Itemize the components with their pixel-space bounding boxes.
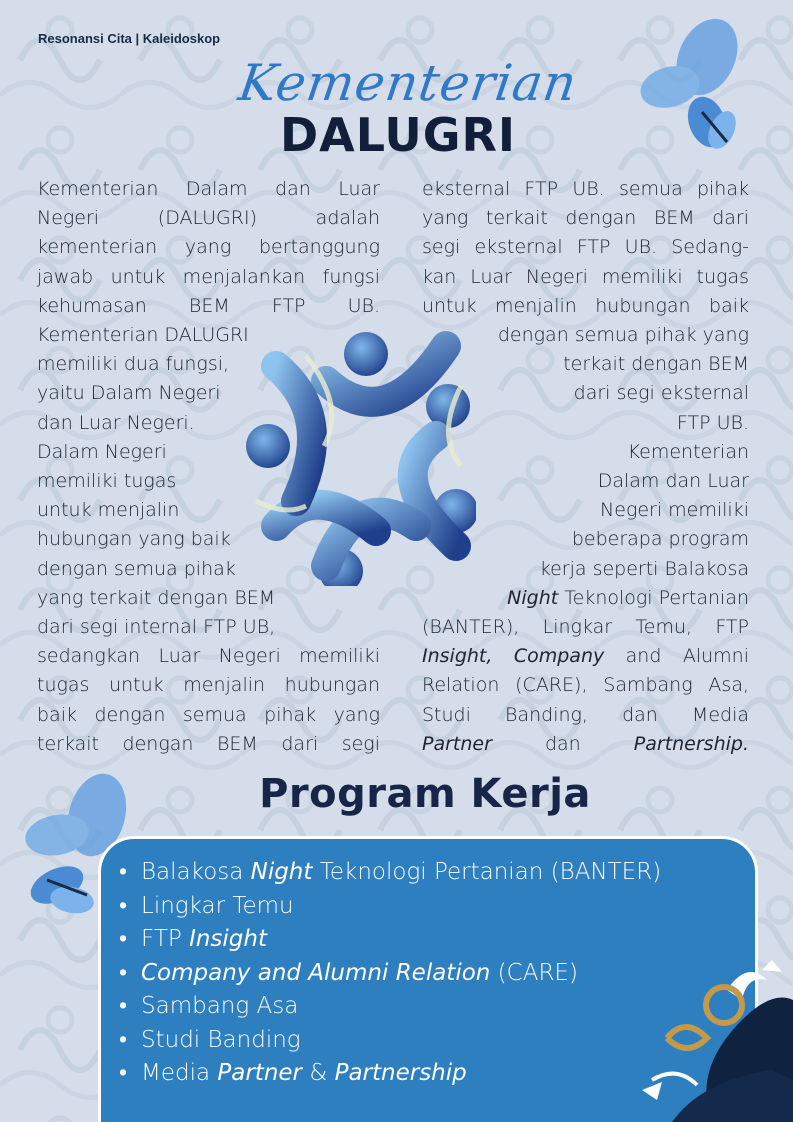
left-line: baik dengan semua pihak yang xyxy=(37,703,380,726)
left-line: untuk menjalin xyxy=(37,499,180,522)
program-item: • Sambang Asa xyxy=(119,993,299,1019)
right-line: Relation (CARE), Sambang Asa, xyxy=(422,674,749,697)
right-line: dari segi eksternal xyxy=(573,382,749,405)
dan-word: dan xyxy=(544,732,581,755)
right-line: (BANTER), Lingkar Temu, FTP xyxy=(422,616,749,639)
program-list xyxy=(119,856,661,1091)
right-line xyxy=(422,584,749,613)
right-line: kan Luar Negeri memiliki tugas xyxy=(422,265,749,288)
right-line: eksternal FTP UB. semua pihak xyxy=(422,178,749,200)
right-line: segi eksternal FTP UB. Sedang- xyxy=(422,236,749,259)
left-line: memiliki tugas xyxy=(37,470,177,493)
left-line: tugas untuk menjalin hubungan xyxy=(37,674,380,697)
program-item: • Lingkar Temu xyxy=(119,892,294,919)
right-line: terkait dengan BEM xyxy=(563,353,749,376)
partnership-word: Partnership. xyxy=(633,732,750,755)
program-item: • Company and Alumni Relation (CARE) xyxy=(119,959,578,986)
title-main: DALUGRI xyxy=(279,108,517,162)
left-line: hubungan yang baik xyxy=(37,528,231,551)
right-line: yang terkait dengan BEM dari xyxy=(422,207,749,230)
program-item: • FTP Insight xyxy=(119,926,267,952)
butterfly-icon xyxy=(612,12,762,162)
program-item: • Studi Banding xyxy=(119,1026,301,1053)
program-item: • Balakosa Night Teknologi Pertanian (BANTER) xyxy=(119,859,662,885)
right-line xyxy=(422,642,749,671)
title-script: Kementerian xyxy=(235,54,581,112)
left-line: jawab untuk menjalankan fungsi xyxy=(37,265,380,288)
right-line: Studi Banding, dan Media xyxy=(422,703,749,726)
left-line: Kementerian Dalam dan Luar xyxy=(37,178,380,200)
dalugri-logo xyxy=(246,326,476,586)
left-line: sedangkan Luar Negeri memiliki xyxy=(37,645,380,668)
left-line: kehumasan BEM FTP UB. xyxy=(37,294,380,317)
program-title: Program Kerja xyxy=(259,771,591,817)
partner-word: Partner xyxy=(422,732,492,755)
left-line: Kementerian DALUGRI xyxy=(37,324,249,347)
left-line: Negeri (DALUGRI) adalah xyxy=(37,207,380,230)
and-alumni: and Alumni xyxy=(604,645,749,668)
floral-ornament-icon xyxy=(632,960,793,1122)
right-line: kerja seperti Balakosa xyxy=(539,557,749,580)
right-line: Negeri memiliki xyxy=(600,499,749,522)
right-line: untuk menjalin hubungan baik xyxy=(422,294,749,317)
left-line: dan Luar Negeri. xyxy=(37,411,195,434)
left-line: yaitu Dalam Negeri xyxy=(37,382,221,405)
program-item: • Media Partner & Partnership xyxy=(119,1060,467,1086)
right-line: dengan semua pihak yang xyxy=(497,324,749,347)
right-line: Kementerian xyxy=(627,440,749,463)
right-line xyxy=(422,730,749,759)
insight-company: Insight, Company xyxy=(422,645,605,668)
right-line: FTP UB. xyxy=(676,411,749,434)
left-line: dari segi internal FTP UB, xyxy=(37,616,276,639)
left-line: Dalam Negeri xyxy=(37,440,167,463)
night-word: Night xyxy=(507,586,559,609)
left-line: yang terkait dengan BEM xyxy=(37,586,276,609)
right-line: Dalam dan Luar xyxy=(597,470,749,493)
night-rest: Teknologi Pertanian xyxy=(558,586,749,609)
right-line: beberapa program xyxy=(571,528,749,551)
left-line: kementerian yang bertanggung xyxy=(37,236,380,259)
page-header: Resonansi Cita | Kaleidoskop xyxy=(38,31,221,46)
left-line: dengan semua pihak xyxy=(37,557,236,580)
left-line: memiliki dua fungsi, xyxy=(37,353,230,376)
left-line: terkait dengan BEM dari segi xyxy=(37,732,380,755)
